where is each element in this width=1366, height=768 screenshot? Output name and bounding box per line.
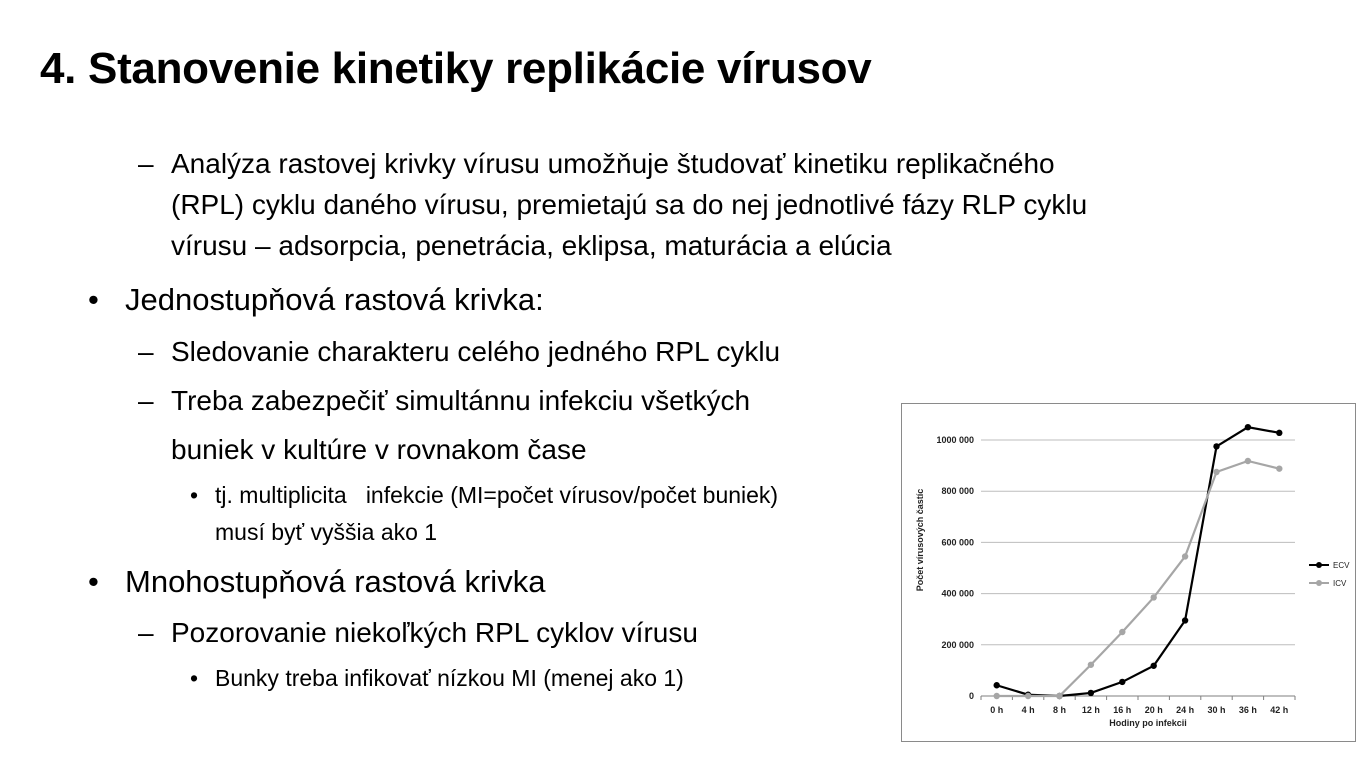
data-point-ecv (1213, 443, 1219, 449)
one-step-heading: Jednostupňová rastová krivka: (125, 282, 544, 317)
y-axis-label: Počet vírusových častíc (915, 488, 925, 592)
one-step-item-1: Sledovanie charakteru celého jedného RPL cyklu (171, 336, 781, 367)
data-point-icv (1213, 469, 1219, 475)
data-point-icv (994, 693, 1000, 699)
data-point-icv (1119, 629, 1125, 635)
small-bullet: • (190, 482, 199, 508)
legend-marker-ecv (1316, 562, 1322, 568)
intro-line-2: (RPL) cyklu daného vírusu, premietajú sa do nej jednotlivé fázy RLP cyklu (171, 189, 1088, 220)
x-tick-label: 0 h (990, 705, 1004, 715)
growth-curve-chart (901, 403, 1356, 742)
intro-line-3: vírusu – adsorpcia, penetrácia, eklipsa, maturácia a elúcia (171, 230, 892, 261)
x-tick-label: 4 h (1021, 705, 1035, 715)
dash-bullet: – (138, 385, 154, 416)
y-tick-label: 0 (968, 691, 974, 701)
data-point-ecv (1182, 617, 1188, 623)
data-point-ecv (1088, 690, 1094, 696)
data-point-icv (1056, 693, 1062, 699)
one-step-sub-line-2: musí byť vyššia ako 1 (215, 519, 438, 545)
data-point-ecv (1119, 679, 1125, 685)
series-line-icv (997, 461, 1280, 696)
series-line-ecv (997, 427, 1280, 696)
round-bullet: • (88, 282, 99, 317)
one-step-sub-line-1: tj. multiplicita infekcie (MI=počet vírusov/počet buniek) (215, 482, 779, 508)
x-tick-label: 16 h (1113, 705, 1132, 715)
legend-label-ecv: ECV (1333, 561, 1350, 570)
x-tick-label: 8 h (1052, 705, 1067, 715)
round-bullet: • (88, 564, 99, 599)
x-tick-label: 42 h (1270, 705, 1289, 715)
legend-marker-icv (1316, 580, 1322, 586)
dash-bullet: – (138, 148, 154, 179)
multi-step-heading: Mnohostupňová rastová krivka (125, 564, 546, 599)
one-step-item-2-line-1: Treba zabezpečiť simultánnu infekciu všetkých (171, 385, 751, 416)
dash-bullet: – (138, 336, 154, 367)
x-tick-label: 12 h (1081, 705, 1100, 715)
small-bullet: • (190, 665, 199, 691)
y-tick-label: 400 000 (941, 588, 974, 599)
data-point-icv (1276, 465, 1282, 471)
x-tick-label: 30 h (1207, 705, 1226, 715)
legend-label-icv: ICV (1333, 579, 1347, 588)
y-tick-label: 800 000 (941, 486, 974, 497)
data-point-icv (1182, 553, 1188, 559)
x-tick-label: 36 h (1238, 705, 1257, 715)
y-tick-label: 200 000 (941, 639, 974, 650)
y-tick-label: 1000 000 (936, 435, 974, 445)
data-point-ecv (994, 682, 1000, 688)
data-point-icv (1025, 693, 1031, 699)
data-point-ecv (1151, 663, 1157, 669)
one-step-item-2-line-2: buniek v kultúre v rovnakom čase (171, 434, 587, 465)
data-point-ecv (1245, 424, 1251, 430)
x-axis-label: Hodiny po infekcii (1109, 718, 1187, 728)
data-point-ecv (1276, 430, 1282, 436)
chart-svg (902, 404, 1357, 743)
data-point-icv (1245, 458, 1251, 464)
data-point-icv (1088, 662, 1094, 668)
x-tick-label: 20 h (1144, 705, 1163, 715)
dash-bullet: – (138, 617, 154, 648)
y-tick-label: 600 000 (941, 537, 974, 548)
slide-title: 4. Stanovenie kinetiky replikácie vírusov (40, 44, 872, 93)
multi-step-item-1: Pozorovanie niekoľkých RPL cyklov vírusu (171, 617, 698, 648)
data-point-icv (1151, 594, 1157, 600)
x-tick-label: 24 h (1176, 705, 1195, 715)
multi-step-sub-1: Bunky treba infikovať nízkou MI (menej ako 1) (215, 665, 684, 691)
intro-line-1: Analýza rastovej krivky vírusu umožňuje študovať kinetiku replikačného (171, 148, 1055, 179)
